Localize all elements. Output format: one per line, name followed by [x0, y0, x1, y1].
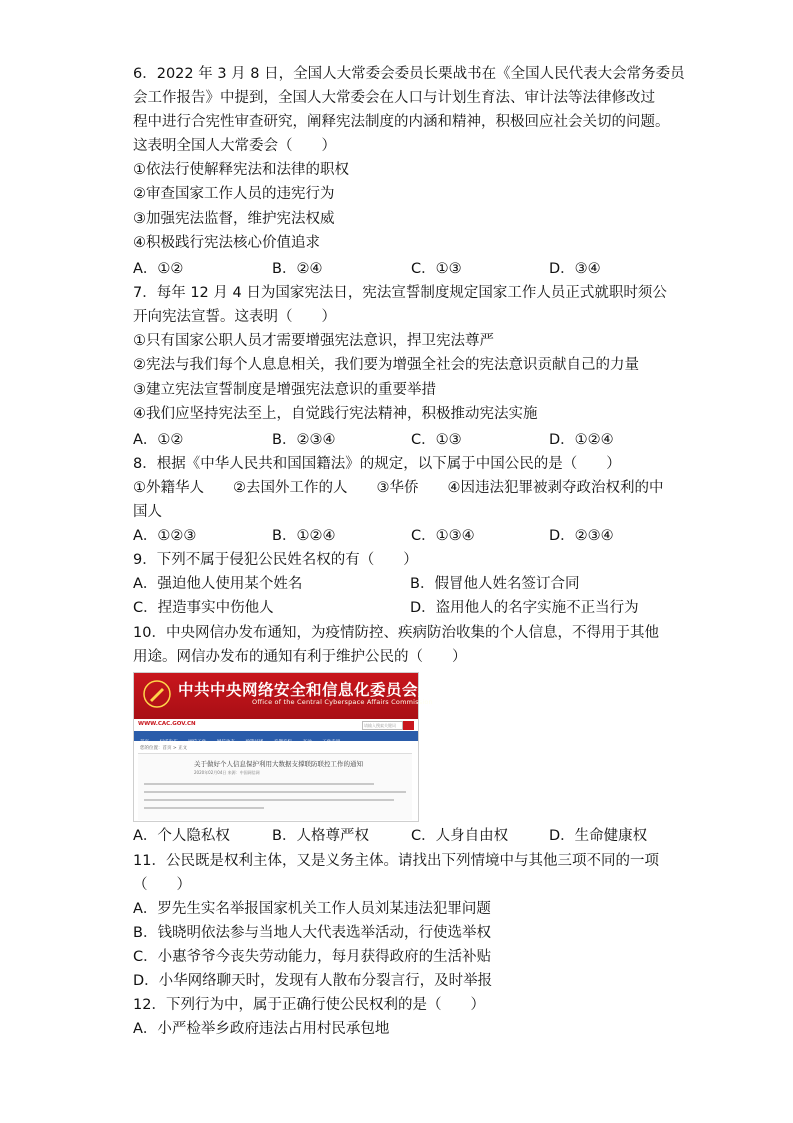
q6-stem-line: 6．2022 年 3 月 8 日，全国人大常委会委员长栗战书在《全国人民代表大会常务委员: [133, 66, 685, 82]
q9-stem-line: 9．下列不属于侵犯公民姓名权的有（ ）: [133, 552, 418, 568]
cac-website-screenshot: [133, 672, 467, 822]
article-text-line: [144, 783, 374, 785]
q9-option-a[interactable]: A．强迫他人使用某个姓名: [133, 576, 303, 592]
q7-option-b[interactable]: B．②③④: [272, 432, 336, 448]
q7-statement: ②宪法与我们每个人息息相关，我们要为增强全社会的宪法意识贡献自己的力量: [133, 357, 639, 373]
website-article-title: 关于做好个人信息保护利用大数据支撑联防联控工作的通知: [194, 760, 363, 768]
q9-option-c[interactable]: C．捏造事实中伤他人: [133, 600, 274, 616]
website-nav-item: 权威发布: [159, 740, 178, 745]
q10-stem-line: 用途。网信办发布的通知有利于维护公民的（ ）: [133, 649, 467, 665]
q8-option-d[interactable]: D．②③④: [549, 528, 614, 544]
q10-option-b[interactable]: B．人格尊严权: [272, 828, 369, 844]
website-nav-item: 首页: [140, 740, 149, 745]
article-text-line: [144, 791, 406, 793]
q8-option-b[interactable]: B．①②④: [272, 528, 336, 544]
q6-stem-line: 会工作报告》中提到，全国人大常委会在人口与计划生育法、审计法等法律修改过: [133, 90, 655, 106]
q11-option-a[interactable]: A．罗先生实名举报国家机关工作人员刘某违法犯罪问题: [133, 901, 491, 917]
q11-option-d[interactable]: D．小华网络聊天时，发现有人散布分裂言行，及时举报: [133, 973, 493, 989]
q9-option-d[interactable]: D．盗用他人的名字实施不正当行为: [410, 600, 639, 616]
q6-option-b[interactable]: B．②④: [272, 261, 323, 277]
q7-statement: ③建立宪法宣誓制度是增强宪法意识的重要举措: [133, 382, 436, 398]
article-text-line: [144, 807, 264, 809]
q9-option-b[interactable]: B．假冒他人姓名签订合同: [410, 576, 580, 592]
q6-stem-line: 这表明全国人大常委会（ ）: [133, 138, 336, 154]
q7-statement: ①只有国家公职人员才需要增强宪法意识，捍卫宪法尊严: [133, 333, 494, 349]
q10-stem-line: 10．中央网信办发布通知，为疫情防控、疾病防治收集的个人信息，不得用于其他: [133, 625, 659, 641]
q6-stem-line: 程中进行合宪性审查研究，阐释宪法制度的内涵和精神，积极回应社会关切的问题。: [133, 114, 670, 130]
q6-option-d[interactable]: D．③④: [549, 261, 601, 277]
website-en-title: Office of the Central Cyberspace Affairs Commission: [252, 698, 433, 706]
q12-stem-line: 12．下列行为中，属于正确行使公民权利的是（ ）: [133, 997, 485, 1013]
q10-option-a[interactable]: A．个人隐私权: [133, 828, 230, 844]
website-cn-title: 中共中央网络安全和信息化委员会办公室: [178, 681, 467, 699]
q11-stem-line: （ ）: [133, 877, 191, 893]
q8-statement: ①外籍华人 ②去国外工作的人 ③华侨 ④因违法犯罪被剥夺政治权利的中: [133, 480, 664, 496]
website-url: WWW.CAC.GOV.CN: [138, 721, 196, 727]
q7-option-c[interactable]: C．①③: [411, 432, 462, 448]
website-nav-item: 互动: [302, 740, 312, 745]
q8-statement: 国人: [133, 504, 162, 520]
website-nav-item: 工作专项: [322, 740, 341, 745]
website-nav-item: 网信工作: [188, 740, 207, 745]
q8-option-a[interactable]: A．①②③: [133, 528, 197, 544]
q11-option-c[interactable]: C．小惠爷爷今丧失劳动能力，每月获得政府的生活补贴: [133, 949, 492, 965]
website-nav-item: 政策法规: [245, 740, 264, 745]
website-search-button: [403, 721, 414, 730]
q6-option-c[interactable]: C．①③: [411, 261, 462, 277]
q7-statement: ④我们应坚持宪法至上，自觉践行宪法精神，积极推动宪法实施: [133, 406, 538, 422]
q6-statement: ④积极践行宪法核心价值追求: [133, 235, 320, 251]
website-nav: [134, 731, 418, 745]
q8-option-c[interactable]: C．①③④: [411, 528, 475, 544]
q11-option-b[interactable]: B．钱晓明依法参与当地人大代表选举活动，行使选举权: [133, 925, 491, 941]
q12-option-a[interactable]: A．小严检举乡政府违法占用村民承包地: [133, 1021, 390, 1037]
q6-option-a[interactable]: A．①②: [133, 261, 184, 277]
q6-statement: ①依法行使解释宪法和法律的职权: [133, 162, 349, 178]
q6-statement: ②审查国家工作人员的违宪行为: [133, 186, 335, 202]
q7-stem-line: 7．每年 12 月 4 日为国家宪法日，宪法宣誓制度规定国家工作人员正式就职时须公: [133, 285, 667, 301]
q10-option-c[interactable]: C．人身自由权: [411, 828, 509, 844]
q6-statement: ③加强宪法监督，维护宪法权威: [133, 211, 335, 227]
website-nav-item: 专题专栏: [274, 740, 293, 745]
q7-option-a[interactable]: A．①②: [133, 432, 184, 448]
article-text-line: [144, 799, 394, 801]
party-emblem-icon: [142, 679, 172, 709]
q7-option-d[interactable]: D．①②④: [549, 432, 614, 448]
q10-option-d[interactable]: D．生命健康权: [549, 828, 648, 844]
q7-stem-line: 开向宪法宣誓。这表明（ ）: [133, 309, 336, 325]
website-article-meta: 2020年02月04日 来源：中国网信网: [194, 770, 260, 775]
q8-stem-line: 8．根据《中华人民共和国国籍法》的规定，以下属于中国公民的是（ ）: [133, 456, 621, 472]
website-breadcrumb: 您的位置：首页 > 正文: [140, 746, 188, 751]
q11-stem-line: 11．公民既是权利主体，又是义务主体。请找出下列情境中与其他三项不同的一项: [133, 853, 659, 869]
website-search-input: 请输入搜索关键词: [362, 721, 403, 730]
website-nav-item: 网信动态: [216, 740, 235, 745]
